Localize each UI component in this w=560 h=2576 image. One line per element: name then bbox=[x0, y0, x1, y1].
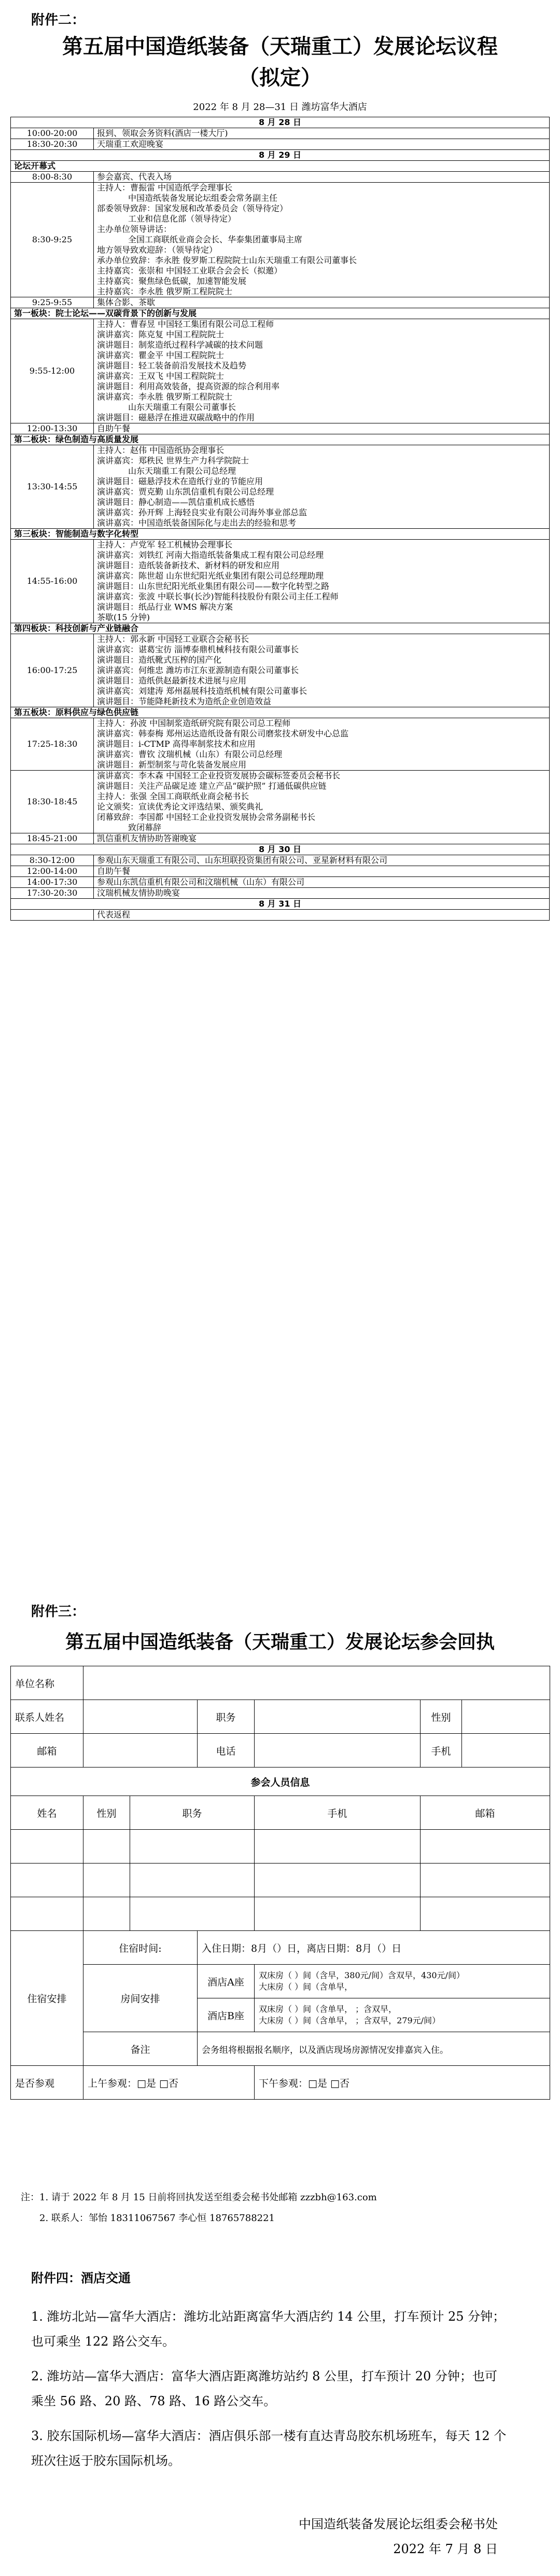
agenda-line: 演讲题目：节能降耗新技术为造纸企业创造效益 bbox=[97, 696, 272, 706]
agenda-line: 演讲题目：造纸靴式压榨的国产化 bbox=[97, 655, 222, 665]
agenda-line: 主持人：郭永新 中国轻工业联合会秘书长 bbox=[97, 634, 249, 644]
agenda-line: 地方领导致欢迎辞：（领导待定） bbox=[97, 245, 218, 255]
block-header: 第一板块：院士论坛——双碳背景下的创新与发展 bbox=[11, 308, 550, 319]
agenda-row bbox=[11, 877, 550, 888]
transport-item: 2. 潍坊站—富华大酒店：富华大酒店距离潍坊站约 8 公里，打车预计 20 分钟；也可乘坐 56 路、20 路、78 路、16 路公交车。 bbox=[31, 2369, 497, 2408]
block-header: 论坛开幕式 bbox=[11, 161, 550, 172]
agenda-time: 18:30-20:30 bbox=[11, 139, 94, 150]
phone-label: 电话 bbox=[198, 1734, 255, 1767]
agenda-line: 致闭幕辞 bbox=[128, 823, 162, 832]
hotel-a-twin[interactable]: 双床房（ ）间（含早，380元/间）含双早，430元/间） bbox=[259, 1970, 465, 1980]
agenda-line: 演讲嘉宾：谌葛宝彷 淄博泰鼎机械科技有限公司董事长 bbox=[97, 645, 299, 654]
section-block1 bbox=[11, 308, 550, 319]
agenda-item: 报到、领取会务资料(酒店一楼大厅) bbox=[94, 128, 550, 139]
col-mobile: 手机 bbox=[255, 1796, 421, 1830]
attachment-2-label: 附件二： bbox=[31, 12, 86, 28]
agenda-line: 主持人：曹春昱 中国轻工集团有限公司总工程师 bbox=[97, 319, 274, 329]
remark-value: 会务组将根据报名顺序，以及酒店现场房源情况安排嘉宾入住。 bbox=[198, 2032, 550, 2066]
agenda-item bbox=[94, 718, 550, 771]
position-label: 职务 bbox=[198, 1700, 255, 1734]
agenda-line: 主持嘉宾：张崇和 中国轻工业联合会会长（拟邀） bbox=[97, 266, 283, 276]
hotel-a-label: 酒店A座 bbox=[198, 1965, 255, 1998]
agenda-line: 参观山东凯信重机有限公司和汶瑞机械（山东）有限公司 bbox=[97, 877, 305, 887]
contact-name-label: 联系人姓名 bbox=[11, 1700, 83, 1734]
agenda-line: 自助午餐 bbox=[97, 866, 131, 876]
agenda-table bbox=[10, 117, 550, 921]
agenda-line: 部委领导致辞：国家发展和改革委员会（领导待定） bbox=[97, 203, 288, 213]
agenda-line: 演讲嘉宾：李永胜 俄罗斯工程院院士 bbox=[97, 392, 233, 402]
block-header: 第三板块：智能制造与数字化转型 bbox=[11, 529, 550, 540]
agenda-line: 演讲嘉宾：李木森 中国轻工企业投资发展协会碳标签委员会秘书长 bbox=[97, 771, 341, 780]
signature-date: 2022 年 7 月 8 日 bbox=[393, 2542, 498, 2556]
stay-time-field[interactable]: 入住日期：8月（）日，离店日期：8月（）日 bbox=[198, 1931, 550, 1965]
section-block4 bbox=[11, 623, 550, 634]
agenda-time: 8:30-12:00 bbox=[11, 855, 94, 866]
agenda-row bbox=[11, 445, 550, 529]
day-30-header bbox=[11, 844, 550, 855]
agenda-line: 主持人：曹振雷 中国造纸学会理事长 bbox=[97, 183, 233, 193]
remark-label: 备注 bbox=[83, 2032, 198, 2066]
agenda-line: 演讲题目：利用高效装备，提高资源的综合利用率 bbox=[97, 381, 280, 391]
position-field[interactable] bbox=[255, 1700, 421, 1734]
agenda-row bbox=[11, 423, 550, 434]
agenda-row bbox=[11, 634, 550, 707]
attachment-3-label: 附件三： bbox=[31, 1604, 86, 1620]
agenda-item bbox=[94, 877, 550, 888]
agenda-item bbox=[94, 888, 550, 899]
agenda-line: 演讲嘉宾：刘建涛 郑州磊展科技造纸机械有限公司董事长 bbox=[97, 686, 307, 696]
agenda-time: 10:00-20:00 bbox=[11, 128, 94, 139]
note-2: 2. 联系人：邹怡 18311067567 李心恒 18765788221 bbox=[39, 2213, 275, 2224]
agenda-time bbox=[11, 910, 94, 921]
agenda-time: 17:30-20:30 bbox=[11, 888, 94, 899]
agenda-line: 山东天瑞重工有限公司董事长 bbox=[128, 402, 236, 412]
attendees-header: 参会人员信息 bbox=[11, 1767, 550, 1796]
reply-form-title: 第五届中国造纸装备（天瑞重工）发展论坛参会回执 bbox=[65, 1632, 495, 1653]
agenda-time: 12:00-14:00 bbox=[11, 866, 94, 877]
agenda-line: 演讲嘉宾：陈克复 中国工程院院士 bbox=[97, 330, 225, 339]
agenda-time: 18:30-18:45 bbox=[11, 771, 94, 833]
agenda-row bbox=[11, 128, 550, 139]
gender-label: 性别 bbox=[421, 1700, 462, 1734]
agenda-row bbox=[11, 540, 550, 623]
agenda-line: 中国造纸装备发展论坛组委会常务副主任 bbox=[128, 193, 278, 203]
agenda-line: 演讲题目：纸品行业 WMS 解决方案 bbox=[97, 602, 233, 612]
agenda-time: 14:55-16:00 bbox=[11, 540, 94, 623]
agenda-line: 演讲题目：新型制浆与苛化装备发展应用 bbox=[97, 760, 247, 770]
agenda-item bbox=[94, 866, 550, 877]
hotel-b-label: 酒店B座 bbox=[198, 1998, 255, 2032]
attendee-row[interactable] bbox=[11, 1897, 550, 1931]
col-mailbox: 邮箱 bbox=[421, 1796, 550, 1830]
hotel-b-king[interactable]: 大床房（ ）间（含单早， ；含双早，279元/间） bbox=[259, 2016, 441, 2025]
agenda-line: 演讲嘉宾：孙开辉 上海轻良实业有限公司海外事业部总监 bbox=[97, 508, 307, 517]
reply-notes bbox=[21, 2187, 377, 2229]
attendee-row[interactable] bbox=[11, 1864, 550, 1897]
agenda-item bbox=[94, 855, 550, 866]
agenda-row bbox=[11, 139, 550, 150]
agenda-line: 主持嘉宾：聚焦绿色低碳，加速智能发展 bbox=[97, 276, 247, 286]
agenda-line: 演讲嘉宾：陈世超 山东世纪阳光纸业集团有限公司总经理助理 bbox=[97, 571, 324, 581]
agenda-row bbox=[11, 319, 550, 423]
agenda-time: 8:00-8:30 bbox=[11, 172, 94, 183]
visit-pm[interactable]: 下午参观：□是 □否 bbox=[255, 2066, 550, 2100]
agenda-title-line1: 第五届中国造纸装备（天瑞重工）发展论坛议程 bbox=[62, 35, 498, 59]
attachment-4-label: 附件四：酒店交通 bbox=[31, 2271, 131, 2285]
mailbox-field[interactable] bbox=[83, 1734, 198, 1767]
agenda-line: 主持人：赵伟 中国造纸协会理事长 bbox=[97, 445, 225, 455]
agenda-row bbox=[11, 833, 550, 844]
block-header: 第二板块：绿色制造与高质量发展 bbox=[11, 434, 550, 445]
agenda-line: 演讲题目：轻工装备前沿发展技术及趋势 bbox=[97, 361, 247, 371]
reply-form-table bbox=[10, 1666, 550, 2100]
agenda-line: 工业和信息化部（领导待定） bbox=[128, 214, 236, 224]
phone-field[interactable] bbox=[255, 1734, 421, 1767]
visit-am[interactable]: 上午参观：□是 □否 bbox=[83, 2066, 255, 2100]
agenda-time: 16:00-17:25 bbox=[11, 634, 94, 707]
agenda-row bbox=[11, 718, 550, 771]
agenda-time: 18:45-21:00 bbox=[11, 833, 94, 844]
agenda-line: 演讲嘉宾：韩泰梅 郑州运达造纸设备有限公司磨浆技术研发中心总监 bbox=[97, 729, 349, 738]
agenda-line: 演讲嘉宾：何维忠 潍坊市江东亚源制造有限公司董事长 bbox=[97, 665, 299, 675]
agenda-line: 主持人：卢党军 轻工机械协会理事长 bbox=[97, 540, 233, 550]
mailbox-label: 邮箱 bbox=[11, 1734, 83, 1767]
day-header: 8 月 30 日 bbox=[11, 844, 550, 855]
agenda-line: 演讲嘉宾：贾克勤 山东凯信重机有限公司总经理 bbox=[97, 487, 274, 497]
agenda-title bbox=[21, 31, 539, 93]
agenda-line: 演讲题目：静心制造——凯信重机成长感悟 bbox=[97, 497, 255, 507]
stay-time-label: 住宿时间: bbox=[83, 1931, 198, 1965]
agenda-line: 凯信重机友情协助答谢晚宴 bbox=[97, 833, 197, 843]
col-name: 姓名 bbox=[11, 1796, 83, 1830]
agenda-line: 闭幕致辞：李国都 中国轻工企业投资发展协会常务副秘书长 bbox=[97, 812, 316, 822]
agenda-item: 天瑞重工欢迎晚宴 bbox=[94, 139, 550, 150]
agenda-line: 汶瑞机械友情协助晚宴 bbox=[97, 888, 180, 898]
agenda-line: 演讲嘉宾：曹钦 汶瑞机械（山东）有限公司总经理 bbox=[97, 749, 283, 759]
agenda-line: 主持人：孙波 中国制浆造纸研究院有限公司总工程师 bbox=[97, 718, 291, 728]
agenda-item bbox=[94, 833, 550, 844]
signature-org: 中国造纸装备发展论坛组委会秘书处 bbox=[299, 2517, 498, 2531]
agenda-title-line2: （拟定） bbox=[239, 66, 321, 90]
day-28-header bbox=[11, 117, 550, 128]
mobile-label: 手机 bbox=[421, 1734, 462, 1767]
agenda-line: 山东天瑞重工有限公司总经理 bbox=[128, 466, 236, 476]
agenda-row bbox=[11, 183, 550, 297]
agenda-line: 承办单位致辞：李永胜 俊罗斯工程院院士山东天瑞重工有限公司董事长 bbox=[97, 255, 357, 265]
section-opening bbox=[11, 161, 550, 172]
gender-field[interactable] bbox=[462, 1700, 550, 1734]
agenda-item bbox=[94, 319, 550, 423]
note-1: 注：1. 请于 2022 年 8 月 15 日前将回执发送至组委会秘书处邮箱 zzzbh@163.com bbox=[21, 2192, 377, 2203]
agenda-time: 8:30-9:25 bbox=[11, 183, 94, 297]
agenda-time: 13:30-14:55 bbox=[11, 445, 94, 529]
day-header: 8 月 31 日 bbox=[11, 899, 550, 910]
agenda-line: 集体合影、茶歇 bbox=[97, 297, 156, 307]
agenda-line: 论文颁奖：宣读优秀论文评选结果、颁奖典礼 bbox=[97, 802, 263, 812]
agenda-item bbox=[94, 423, 550, 434]
agenda-row bbox=[11, 771, 550, 833]
agenda-line: 主持嘉宾：李永胜 俄罗斯工程院院士 bbox=[97, 286, 233, 296]
unit-name-label: 单位名称 bbox=[11, 1666, 83, 1700]
day-header: 8 月 29 日 bbox=[11, 150, 550, 161]
agenda-line: 演讲嘉宾：中国造纸装备国际化与走出去的经验和思考 bbox=[97, 518, 297, 528]
agenda-line: 演讲嘉宾：王双飞 中国工程院院士 bbox=[97, 371, 225, 381]
section-block2 bbox=[11, 434, 550, 445]
agenda-line: 演讲题目：关注产品碳足迹 建立产品“碳护照” 打通低碳供应链 bbox=[97, 781, 327, 791]
agenda-item bbox=[94, 910, 550, 921]
day-header: 8 月 28 日 bbox=[11, 117, 550, 128]
hotel-b-twin[interactable]: 双床房（ ）间（含单早， ；含双早， bbox=[259, 2004, 397, 2014]
agenda-item bbox=[94, 540, 550, 623]
agenda-line: 演讲嘉宾：张波 中联长事(长沙)智能科技股份有限公司主任工程师 bbox=[97, 592, 339, 601]
agenda-line: 代表返程 bbox=[97, 910, 131, 920]
block-header: 第五板块：原料供应与绿色供应链 bbox=[11, 707, 550, 718]
contact-name-field[interactable] bbox=[83, 1700, 198, 1734]
transport-item: 3. 胶东国际机场—富华大酒店：酒店俱乐部一楼有直达青岛胶东机场班车，每天 12 个班次往返于胶东国际机场。 bbox=[31, 2429, 507, 2468]
agenda-line: 演讲嘉宾：郑秩民 世界生产力科学院院士 bbox=[97, 456, 249, 465]
agenda-item bbox=[94, 771, 550, 833]
agenda-item bbox=[94, 172, 550, 183]
agenda-item bbox=[94, 297, 550, 308]
agenda-row bbox=[11, 172, 550, 183]
agenda-line: 主持人：张强 全国工商联纸业商会秘书长 bbox=[97, 791, 249, 801]
hotel-a-king[interactable]: 大床房（ ）间（含单早， bbox=[259, 1982, 353, 1992]
agenda-item bbox=[94, 183, 550, 297]
hotel-b-options[interactable] bbox=[255, 1998, 550, 2032]
agenda-time: 12:00-13:30 bbox=[11, 423, 94, 434]
mobile-field[interactable] bbox=[462, 1734, 550, 1767]
agenda-time: 9:55-12:00 bbox=[11, 319, 94, 423]
unit-name-field[interactable] bbox=[83, 1666, 550, 1700]
agenda-row bbox=[11, 888, 550, 899]
hotel-a-options[interactable] bbox=[255, 1965, 550, 1998]
agenda-line: 茶歇(15 分钟) bbox=[97, 612, 150, 622]
visit-label: 是否参观 bbox=[11, 2066, 83, 2100]
agenda-line: 演讲题目：造纸装备新技术、新材料的研发和应用 bbox=[97, 560, 280, 570]
agenda-line: 演讲题目：i-CTMP 高得率制浆技术和应用 bbox=[97, 739, 256, 749]
day-29-header bbox=[11, 150, 550, 161]
agenda-line: 演讲题目：山东世纪阳光纸业集团有限公司——数字化转型之路 bbox=[97, 581, 330, 591]
agenda-line: 全国工商联纸业商会会长、华泰集团董事局主席 bbox=[128, 235, 303, 244]
agenda-row bbox=[11, 855, 550, 866]
block-header: 第四板块：科技创新与产业链融合 bbox=[11, 623, 550, 634]
lodging-label: 住宿安排 bbox=[11, 1931, 83, 2066]
agenda-row bbox=[11, 910, 550, 921]
agenda-line: 演讲题目：制浆造纸过程科学减碳的技术问题 bbox=[97, 340, 263, 350]
agenda-item bbox=[94, 634, 550, 707]
agenda-line: 主办单位领导讲话： bbox=[97, 224, 172, 234]
attendee-row[interactable] bbox=[11, 1830, 550, 1864]
agenda-line: 自助午餐 bbox=[97, 423, 131, 433]
agenda-line: 参会嘉宾、代表入场 bbox=[97, 172, 172, 182]
agenda-time: 9:25-9:55 bbox=[11, 297, 94, 308]
section-block5 bbox=[11, 707, 550, 718]
col-gender: 性别 bbox=[83, 1796, 130, 1830]
agenda-line: 演讲嘉宾：瞿金平 中国工程院院士 bbox=[97, 350, 225, 360]
agenda-line: 演讲题目：磁悬浮技术在造纸行业的节能应用 bbox=[97, 476, 263, 486]
signature-block bbox=[299, 2512, 498, 2561]
transport-item: 1. 潍坊北站—富华大酒店：潍坊北站距离富华大酒店约 14 公里，打车预计 25 分钟；也可乘坐 122 路公交车。 bbox=[31, 2309, 506, 2349]
agenda-line: 演讲题目：磁悬浮在推进双碳战略中的作用 bbox=[97, 413, 255, 422]
agenda-line: 演讲嘉宾：刘铁红 河南大指造纸装备集成工程有限公司总经理 bbox=[97, 550, 324, 560]
agenda-row bbox=[11, 297, 550, 308]
agenda-item bbox=[94, 445, 550, 529]
col-position: 职务 bbox=[130, 1796, 255, 1830]
agenda-time: 14:00-17:30 bbox=[11, 877, 94, 888]
room-label: 房间安排 bbox=[83, 1965, 198, 2032]
agenda-line: 演讲题目：造纸供赵最新技术进展与应用 bbox=[97, 676, 247, 686]
agenda-date-venue: 2022 年 8 月 28—31 日 潍坊富华大酒店 bbox=[193, 102, 367, 113]
day-31-header bbox=[11, 899, 550, 910]
agenda-time: 17:25-18:30 bbox=[11, 718, 94, 771]
agenda-row bbox=[11, 866, 550, 877]
agenda-line: 参观山东天瑞重工有限公司、山东坦联投资集团有限公司、亚星新材料有限公司 bbox=[97, 855, 388, 865]
section-block3 bbox=[11, 529, 550, 540]
